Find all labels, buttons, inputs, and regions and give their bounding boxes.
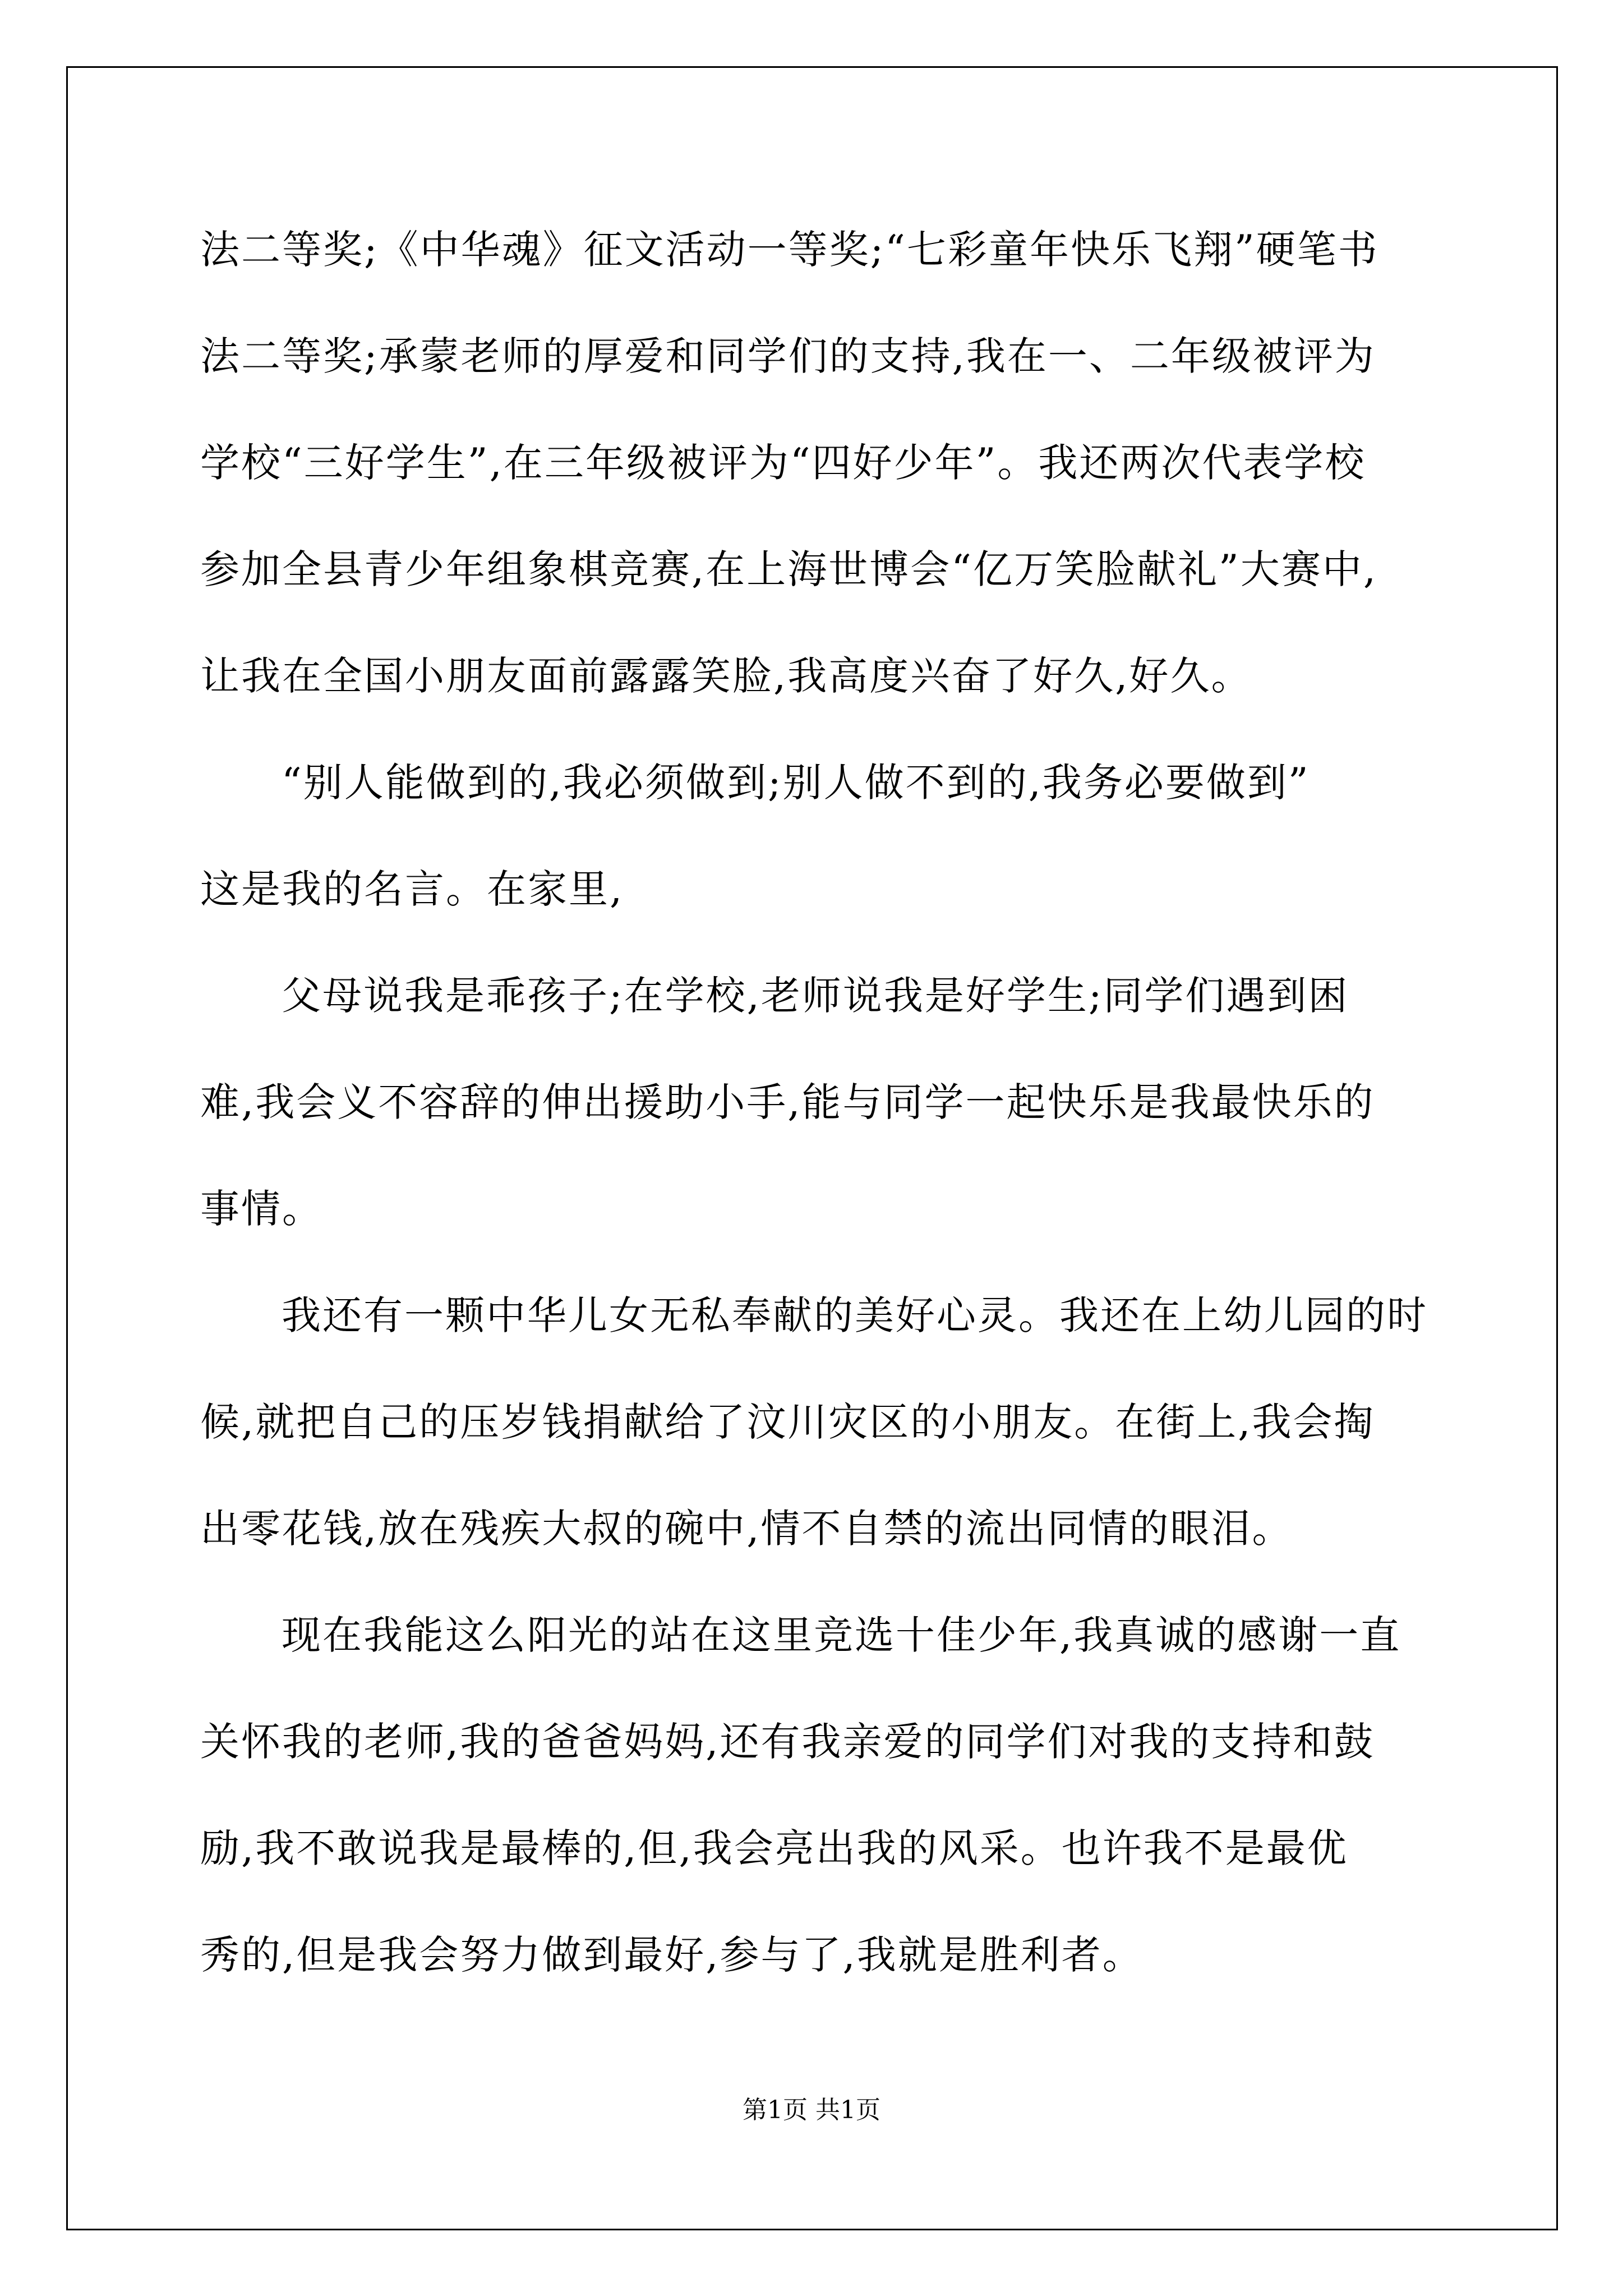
text-line: 参加全县青少年组象棋竞赛,在上海世博会“亿万笑脸献礼”大赛中, (200, 546, 1378, 592)
paragraph-first-line: 我还有一颗中华儿女无私奉献的美好心灵。我还在上幼儿园的时 (282, 1292, 1428, 1338)
text-line: 难,我会义不容辞的伸出援助小手,能与同学一起快乐是我最快乐的 (200, 1079, 1375, 1125)
text-line: 励,我不敢说我是最棒的,但,我会亮出我的风采。也许我不是最优 (200, 1825, 1348, 1871)
text-line: 让我在全国小朋友面前露露笑脸,我高度兴奋了好久,好久。 (200, 653, 1252, 699)
page-number-footer: 第1页 共1页 (743, 2096, 880, 2124)
paragraph-first-line: 现在我能这么阳光的站在这里竞选十佳少年,我真诚的感谢一直 (282, 1612, 1401, 1658)
text-line: 事情。 (200, 1186, 323, 1232)
text-line: 这是我的名言。在家里, (200, 866, 624, 912)
text-line: 法二等奖;承蒙老师的厚爱和同学们的支持,我在一、二年级被评为 (200, 333, 1376, 379)
text-line: 关怀我的老师,我的爸爸妈妈,还有我亲爱的同学们对我的支持和鼓 (200, 1719, 1375, 1765)
text-line: 学校“三好学生”,在三年级被评为“四好少年”。我还两次代表学校 (200, 440, 1366, 486)
text-line: 出零花钱,放在残疾大叔的碗中,情不自禁的流出同情的眼泪。 (200, 1506, 1293, 1552)
text-line: 法二等奖;《中华魂》征文活动一等奖;“七彩童年快乐飞翔”硬笔书 (200, 227, 1379, 273)
paragraph-first-line: “别人能做到的,我必须做到;别人做不到的,我务必要做到” (282, 760, 1310, 806)
paragraph-first-line: 父母说我是乖孩子;在学校,老师说我是好学生;同学们遇到困 (282, 973, 1349, 1019)
text-line: 候,就把自己的压岁钱捐献给了汶川灾区的小朋友。在街上,我会掏 (200, 1399, 1375, 1445)
document-body (200, 219, 1428, 2031)
text-line: 秀的,但是我会努力做到最好,参与了,我就是胜利者。 (200, 1932, 1144, 1978)
